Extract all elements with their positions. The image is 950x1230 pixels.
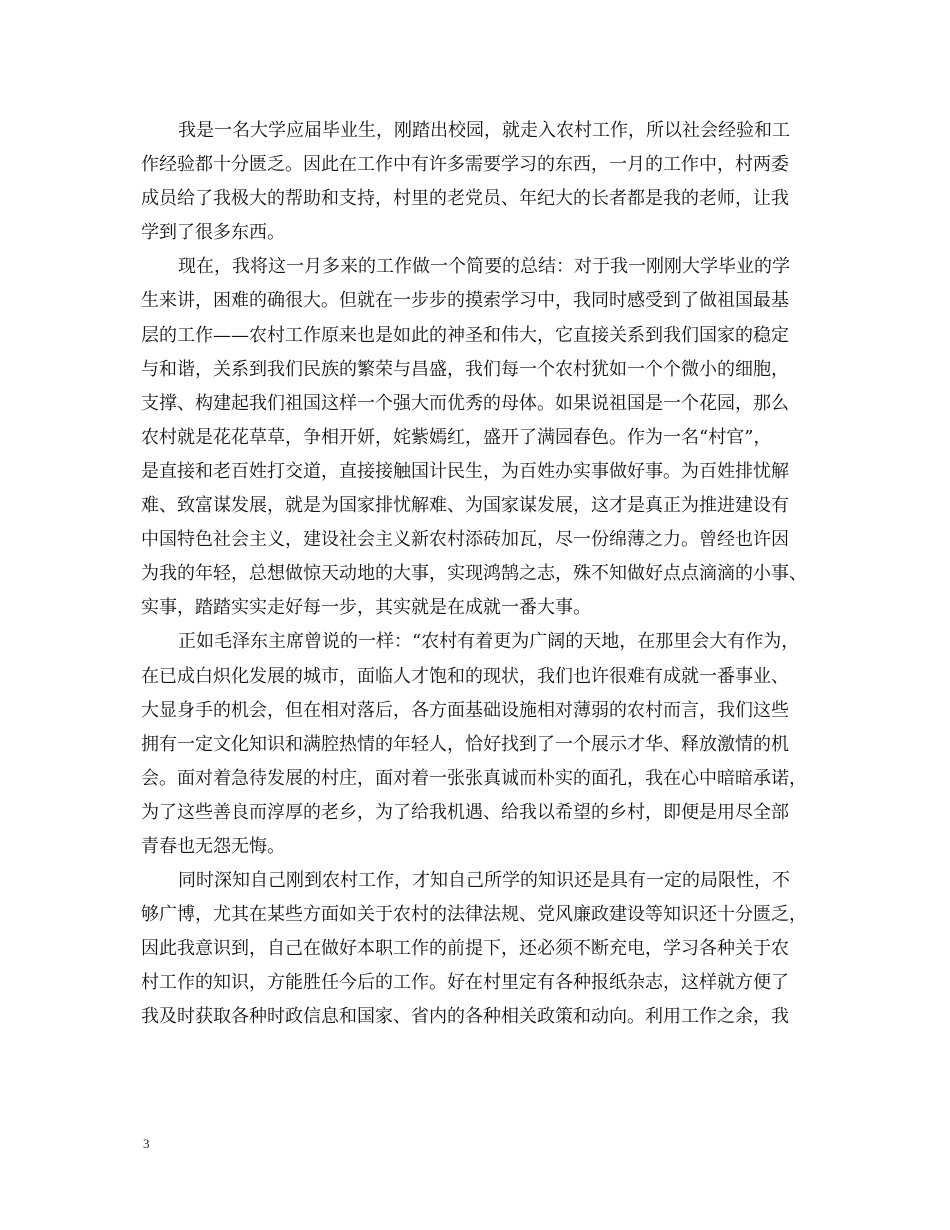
paragraph-line: 难、致富谋发展，就是为国家排忧解难、为国家谋发展，这才是真正为推进建设有 [141,495,789,517]
paragraph-line: 我是一名大学应届毕业生，刚踏出校园，就走入农村工作，所以社会经验和工 [178,120,790,141]
paragraph-line: 为了这些善良而淳厚的老乡，为了给我机遇、给我以希望的乡村，即便是用尽全部 [141,801,789,823]
paragraph-line: 在已成白炽化发展的城市，面临人才饱和的现状，我们也许很难有成就一番事业、 [141,665,789,687]
paragraph-line: 是直接和老百姓打交道，直接接触国计民生，为百姓办实事做好事。为百姓排忧解 [141,460,789,482]
paragraph-line: 学到了很多东西。 [141,222,285,244]
paragraph-line: 成员给了我极大的帮助和支持，村里的老党员、年纪大的长者都是我的老师，让我 [141,188,789,210]
paragraph-line: 青春也无怨无悔。 [141,835,285,857]
paragraph-4 [141,864,811,1034]
paragraph-line: 与和谐，关系到我们民族的繁荣与昌盛，我们每一个农村犹如一个个微小的细胞， [141,358,789,380]
paragraph-line: 拥有一定文化知识和满腔热情的年轻人，恰好找到了一个展示才华、释放激情的机 [141,733,789,755]
paragraph-line: 会。面对着急待发展的村庄，面对着一张张真诚而朴实的面孔，我在心中暗暗承诺， [141,767,807,789]
paragraph-line: 生来讲，困难的确很大。但就在一步步的摸索学习中，我同时感受到了做祖国最基 [141,290,789,312]
paragraph-line: 实事，踏踏实实走好每一步，其实就是在成就一番大事。 [141,597,591,619]
paragraph-line: 够广博，尤其在某些方面如关于农村的法律法规、党风廉政建设等知识还十分匮乏， [141,904,807,926]
paragraph-line: 大显身手的机会，但在相对落后，各方面基础设施相对薄弱的农村而言，我们这些 [141,699,789,721]
paragraph-line: 正如毛泽东主席曾说的一样：“农村有着更为广阔的天地，在那里会大有作为， [178,631,800,653]
paragraph-line: 现在，我将这一月多来的工作做一个简要的总结：对于我一刚刚大学毕业的学 [178,256,790,278]
paragraph-line: 同时深知自己刚到农村工作，才知自己所学的知识还是具有一定的局限性，不 [178,870,790,892]
paragraph-line: 村工作的知识，方能胜任今后的工作。好在村里定有各种报纸杂志，这样就方便了 [141,972,789,994]
paragraph-3 [141,625,811,864]
paragraph-line: 我及时获取各种时政信息和国家、省内的各种相关政策和动向。利用工作之余，我 [141,1006,789,1028]
paragraph-line: 层的工作——农村工作原来也是如此的神圣和伟大，它直接关系到我们国家的稳定 [141,324,789,346]
paragraph-1 [141,114,811,250]
paragraph-line: 为我的年轻，总想做惊天动地的大事，实现鸿鹄之志，殊不知做好点点滴滴的小事、 [141,563,807,585]
document-body [141,114,811,1035]
paragraph-line: 中国特色社会主义，建设社会主义新农村添砖加瓦，尽一份绵薄之力。曾经也许因 [141,529,789,551]
page-number: 3 [143,1136,150,1151]
paragraph-line: 支撑、构建起我们祖国这样一个强大而优秀的母体。如果说祖国是一个花园，那么 [141,392,789,414]
paragraph-line: 农村就是花花草草，争相开妍，姹紫嫣红，盛开了满园春色。作为一名“村官”， [141,426,772,448]
paragraph-line: 因此我意识到，自己在做好本职工作的前提下，还必须不断充电，学习各种关于农 [141,938,789,960]
paragraph-line: 作经验都十分匮乏。因此在工作中有许多需要学习的东西，一月的工作中，村两委 [141,154,789,176]
paragraph-2 [141,250,811,625]
